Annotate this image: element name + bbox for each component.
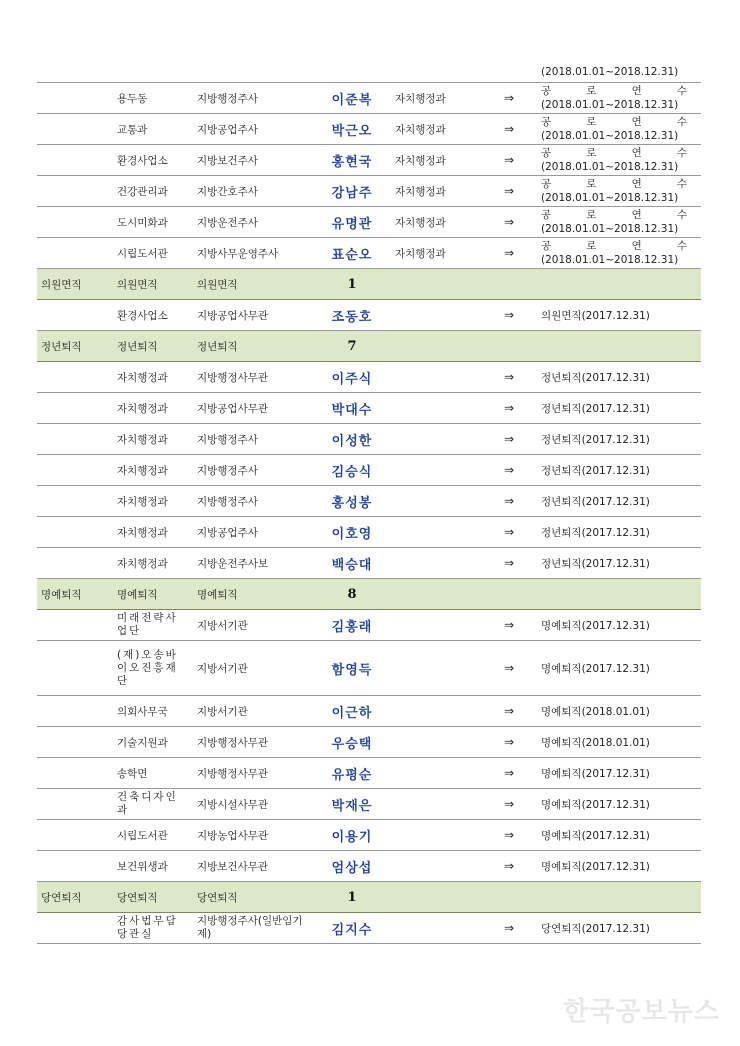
table-row <box>37 114 701 145</box>
result-cell: 의원면직(2017.12.31) <box>537 300 701 331</box>
result-cell: 정년퇴직(2017.12.31) <box>537 455 701 486</box>
table-row <box>37 362 701 393</box>
period-text: (2018.01.01~2018.12.31) <box>541 222 679 235</box>
result-cell: 당연퇴직(2017.12.31) <box>537 913 701 944</box>
arrow-icon: ⇒ <box>481 789 537 820</box>
table-row <box>37 207 701 238</box>
dept-cell: 건강관리과 <box>113 176 193 207</box>
arrow-icon: ⇒ <box>481 486 537 517</box>
arrow-icon: ⇒ <box>481 145 537 176</box>
result-cell: 정년퇴직(2017.12.31) <box>537 486 701 517</box>
grade-cell: 지방서기관 <box>193 696 313 727</box>
grade-cell: 지방서기관 <box>193 610 313 641</box>
result-cell: 명예퇴직(2017.12.31) <box>537 758 701 789</box>
arrow-icon: ⇒ <box>481 114 537 145</box>
dept-cell: 도시미화과 <box>113 207 193 238</box>
name-cell: 강남주 <box>313 176 391 207</box>
dept-cell: 환경사업소 <box>113 300 193 331</box>
result-cell: 정년퇴직(2017.12.31) <box>537 548 701 579</box>
arrow-icon: ⇒ <box>481 696 537 727</box>
name-cell: 표순오 <box>313 238 391 269</box>
table-row <box>37 913 701 944</box>
arrow-icon: ⇒ <box>481 176 537 207</box>
result-cell: 명예퇴직(2018.01.01) <box>537 727 701 758</box>
grade-cell: 지방보건주사 <box>193 145 313 176</box>
arrow-icon: ⇒ <box>481 913 537 944</box>
result-cell: 정년퇴직(2017.12.31) <box>537 362 701 393</box>
name-cell: 이호영 <box>313 517 391 548</box>
arrow-icon: ⇒ <box>481 424 537 455</box>
grade-cell: 지방공업사무관 <box>193 300 313 331</box>
table-row <box>37 145 701 176</box>
result-cell: 정년퇴직(2017.12.31) <box>537 424 701 455</box>
dept-cell: (재)오송바이오진흥재단 <box>113 641 193 696</box>
personnel-table <box>37 62 701 944</box>
name-cell: 백승대 <box>313 548 391 579</box>
result-cell: 명예퇴직(2017.12.31) <box>537 610 701 641</box>
table-row <box>37 610 701 641</box>
name-cell: 이준복 <box>313 83 391 114</box>
grade-cell: 지방서기관 <box>193 641 313 696</box>
to-cell: 자치행정과 <box>391 83 481 114</box>
table-row <box>37 820 701 851</box>
section-label: 정년퇴직 <box>113 331 193 362</box>
dept-cell: 시립도서관 <box>113 820 193 851</box>
name-cell: 홍성봉 <box>313 486 391 517</box>
dept-cell: 용두동 <box>113 83 193 114</box>
period-text: (2018.01.01~2018.12.31) <box>541 160 679 173</box>
name-cell: 김승식 <box>313 455 391 486</box>
dept-cell: 미래전략사업단 <box>113 610 193 641</box>
name-cell: 유명관 <box>313 207 391 238</box>
name-cell: 함영득 <box>313 641 391 696</box>
grade-cell: 지방사무운영주사 <box>193 238 313 269</box>
section-label: 의원면직 <box>37 269 113 300</box>
name-cell: 우승택 <box>313 727 391 758</box>
dept-cell: 의회사무국 <box>113 696 193 727</box>
section-label: 정년퇴직 <box>37 331 113 362</box>
grade-cell: 지방행정주사 <box>193 455 313 486</box>
result-cell: 정년퇴직(2017.12.31) <box>537 393 701 424</box>
grade-cell: 지방행정사무관 <box>193 727 313 758</box>
dept-cell: 환경사업소 <box>113 145 193 176</box>
result-cell: 명예퇴직(2018.01.01) <box>537 696 701 727</box>
to-cell: 자치행정과 <box>391 207 481 238</box>
section-label: 명예퇴직 <box>113 579 193 610</box>
grade-cell: 지방행정사무관 <box>193 758 313 789</box>
status-text: 공 로 연 수 <box>541 146 687 159</box>
grade-cell: 지방운전주사 <box>193 207 313 238</box>
arrow-icon: ⇒ <box>481 393 537 424</box>
name-cell: 이성한 <box>313 424 391 455</box>
table-row <box>37 393 701 424</box>
section-label: 당연퇴직 <box>37 882 113 913</box>
name-cell: 박재은 <box>313 789 391 820</box>
dept-cell: 보건위생과 <box>113 851 193 882</box>
table-row <box>37 727 701 758</box>
arrow-icon: ⇒ <box>481 548 537 579</box>
dept-cell: 자치행정과 <box>113 424 193 455</box>
dept-cell: 기술지원과 <box>113 727 193 758</box>
table-row <box>37 789 701 820</box>
name-cell: 박근오 <box>313 114 391 145</box>
grade-cell: 지방행정주사 <box>193 424 313 455</box>
result-cell: 명예퇴직(2017.12.31) <box>537 851 701 882</box>
to-cell: 자치행정과 <box>391 238 481 269</box>
table-row <box>37 517 701 548</box>
name-cell: 이근하 <box>313 696 391 727</box>
section-header <box>37 579 701 610</box>
period-text: (2018.01.01~2018.12.31) <box>541 253 679 266</box>
dept-cell: 건축디자인과 <box>113 789 193 820</box>
name-cell: 유평순 <box>313 758 391 789</box>
status-text: 공 로 연 수 <box>541 84 687 97</box>
dept-cell: 자치행정과 <box>113 517 193 548</box>
grade-cell: 지방공업주사 <box>193 517 313 548</box>
arrow-icon: ⇒ <box>481 83 537 114</box>
dept-cell: 감사법무담당관실 <box>113 913 193 944</box>
grade-cell: 지방농업사무관 <box>193 820 313 851</box>
dept-cell: 자치행정과 <box>113 455 193 486</box>
table-row <box>37 486 701 517</box>
table-row <box>37 238 701 269</box>
table-row <box>37 641 701 696</box>
status-text: 공 로 연 수 <box>541 208 687 221</box>
status-text: 공 로 연 수 <box>541 115 687 128</box>
arrow-icon: ⇒ <box>481 362 537 393</box>
section-count: 1 <box>313 882 391 913</box>
grade-cell: 지방행정주사 <box>193 83 313 114</box>
watermark: 한국공보뉴스 <box>563 997 720 1027</box>
name-cell: 김홍래 <box>313 610 391 641</box>
arrow-icon: ⇒ <box>481 455 537 486</box>
section-header <box>37 882 701 913</box>
arrow-icon: ⇒ <box>481 641 537 696</box>
grade-cell: 지방행정주사(일반임기제) <box>193 913 313 944</box>
section-count: 8 <box>313 579 391 610</box>
arrow-icon: ⇒ <box>481 300 537 331</box>
section-label: 명예퇴직 <box>193 579 313 610</box>
dept-cell: 자치행정과 <box>113 393 193 424</box>
table-row <box>37 176 701 207</box>
grade-cell: 지방간호주사 <box>193 176 313 207</box>
result-cell: 명예퇴직(2017.12.31) <box>537 789 701 820</box>
period-text: (2018.01.01~2018.12.31) <box>541 66 679 78</box>
to-cell: 자치행정과 <box>391 145 481 176</box>
grade-cell: 지방공업사무관 <box>193 393 313 424</box>
grade-cell: 지방시설사무관 <box>193 789 313 820</box>
arrow-icon: ⇒ <box>481 610 537 641</box>
period-text: (2018.01.01~2018.12.31) <box>541 98 679 111</box>
arrow-icon: ⇒ <box>481 851 537 882</box>
grade-cell: 지방행정주사 <box>193 486 313 517</box>
arrow-icon: ⇒ <box>481 238 537 269</box>
section-label: 의원면직 <box>193 269 313 300</box>
arrow-icon: ⇒ <box>481 207 537 238</box>
result-cell: 명예퇴직(2017.12.31) <box>537 820 701 851</box>
grade-cell: 지방운전주사보 <box>193 548 313 579</box>
section-header <box>37 331 701 362</box>
to-cell: 자치행정과 <box>391 114 481 145</box>
section-label: 의원면직 <box>113 269 193 300</box>
dept-cell: 자치행정과 <box>113 548 193 579</box>
dept-cell: 교통과 <box>113 114 193 145</box>
arrow-icon: ⇒ <box>481 758 537 789</box>
table-row <box>37 758 701 789</box>
name-cell: 이주식 <box>313 362 391 393</box>
table-row <box>37 300 701 331</box>
section-label: 명예퇴직 <box>37 579 113 610</box>
arrow-icon: ⇒ <box>481 517 537 548</box>
dept-cell: 시립도서관 <box>113 238 193 269</box>
personnel-table-page <box>37 62 701 944</box>
table-row <box>37 62 701 83</box>
table-row <box>37 83 701 114</box>
table-row <box>37 455 701 486</box>
table-row <box>37 548 701 579</box>
name-cell: 조동호 <box>313 300 391 331</box>
name-cell: 김지수 <box>313 913 391 944</box>
name-cell: 엄상섭 <box>313 851 391 882</box>
section-header <box>37 269 701 300</box>
status-text: 공 로 연 수 <box>541 177 687 190</box>
name-cell: 이용기 <box>313 820 391 851</box>
period-text: (2018.01.01~2018.12.31) <box>541 129 679 142</box>
grade-cell: 지방보건사무관 <box>193 851 313 882</box>
section-label: 당연퇴직 <box>193 882 313 913</box>
result-cell: 정년퇴직(2017.12.31) <box>537 517 701 548</box>
section-label: 정년퇴직 <box>193 331 313 362</box>
to-cell: 자치행정과 <box>391 176 481 207</box>
name-cell: 박대수 <box>313 393 391 424</box>
dept-cell: 자치행정과 <box>113 486 193 517</box>
grade-cell: 지방공업주사 <box>193 114 313 145</box>
table-row <box>37 424 701 455</box>
dept-cell: 송학면 <box>113 758 193 789</box>
section-label: 당연퇴직 <box>113 882 193 913</box>
arrow-icon: ⇒ <box>481 727 537 758</box>
status-text: 공 로 연 수 <box>541 239 687 252</box>
table-row <box>37 696 701 727</box>
grade-cell: 지방행정사무관 <box>193 362 313 393</box>
table-row <box>37 851 701 882</box>
section-count: 7 <box>313 331 391 362</box>
section-count: 1 <box>313 269 391 300</box>
name-cell: 홍현국 <box>313 145 391 176</box>
arrow-icon: ⇒ <box>481 820 537 851</box>
period-text: (2018.01.01~2018.12.31) <box>541 191 679 204</box>
dept-cell: 자치행정과 <box>113 362 193 393</box>
result-cell: 명예퇴직(2017.12.31) <box>537 641 701 696</box>
